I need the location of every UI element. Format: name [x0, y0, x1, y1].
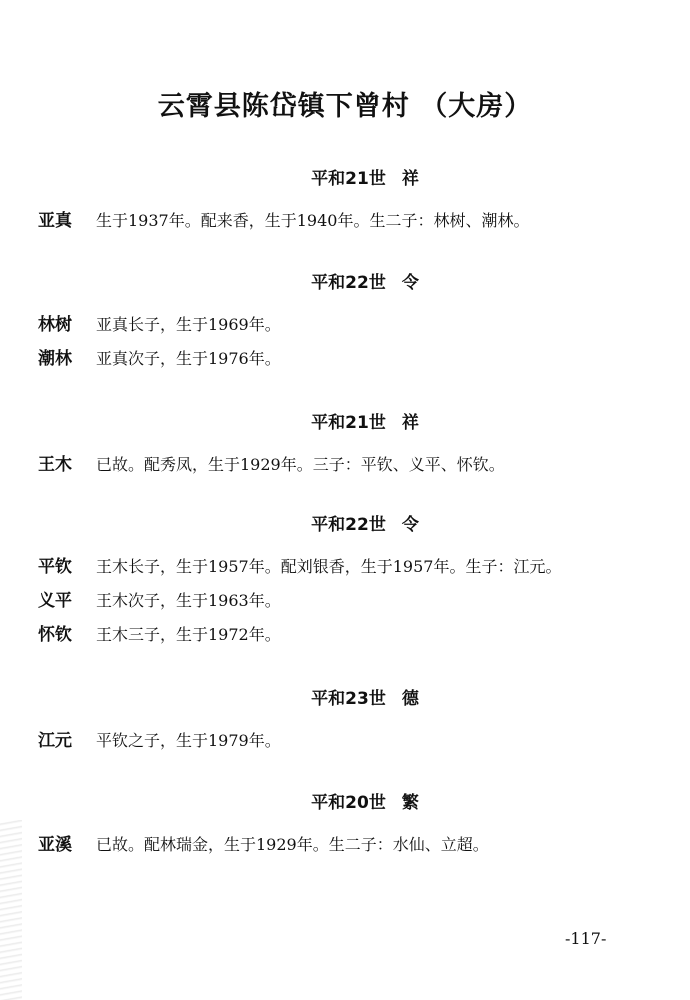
- person-description: 亚真长子，生于1969年。: [96, 315, 281, 334]
- person-name: 亚真: [38, 211, 72, 231]
- generation-section: [0, 270, 690, 376]
- generation-heading: [0, 410, 690, 436]
- generation-heading: [0, 512, 690, 538]
- person-name: 潮林: [38, 349, 72, 369]
- genealogy-entry: [0, 448, 690, 482]
- person-name: 亚溪: [38, 835, 72, 855]
- generation-section: [0, 410, 690, 482]
- person-description: 已故。配林瑞金，生于1929年。生二子：水仙、立超。: [96, 835, 489, 854]
- person-description: 王木长子，生于1957年。配刘银香，生于1957年。生子：江元。: [96, 557, 562, 576]
- person-name: 王木: [38, 455, 72, 475]
- person-description: 王木三子，生于1972年。: [96, 625, 281, 644]
- generation-heading: [0, 270, 690, 296]
- person-description: 已故。配秀凤，生于1929年。三子：平钦、义平、怀钦。: [96, 455, 505, 474]
- generation-heading: [0, 790, 690, 816]
- person-name: 义平: [38, 591, 72, 611]
- generation-character: 德: [401, 689, 419, 709]
- generation-heading: [0, 686, 690, 712]
- genealogy-entry: [0, 584, 690, 618]
- genealogy-entry: [0, 550, 690, 584]
- generation-label: 平和23世: [311, 689, 386, 709]
- generation-heading: [0, 166, 690, 192]
- genealogy-entry: [0, 618, 690, 652]
- generation-section: [0, 790, 690, 862]
- generation-character: 祥: [401, 169, 419, 189]
- genealogy-entry: [0, 342, 690, 376]
- person-description: 王木次子，生于1963年。: [96, 591, 281, 610]
- genealogy-entry: [0, 724, 690, 758]
- generation-character: 令: [401, 273, 419, 293]
- person-description: 生于1937年。配来香，生于1940年。生二子：林树、潮林。: [96, 211, 530, 230]
- page-title: 云霄县陈岱镇下曾村 （大房）: [157, 91, 533, 122]
- generation-label: 平和20世: [311, 793, 386, 813]
- genealogy-entry: [0, 828, 690, 862]
- person-name: 怀钦: [38, 625, 72, 645]
- generation-label: 平和21世: [311, 169, 386, 189]
- genealogy-entry: [0, 308, 690, 342]
- generation-section: [0, 512, 690, 652]
- generation-section: [0, 686, 690, 758]
- page-number: -117-: [565, 929, 607, 948]
- generation-label: 平和22世: [311, 515, 386, 535]
- genealogy-entry: [0, 204, 690, 238]
- generation-label: 平和22世: [311, 273, 386, 293]
- person-name: 平钦: [38, 557, 72, 577]
- person-name: 林树: [38, 315, 72, 335]
- generation-label: 平和21世: [311, 413, 386, 433]
- person-description: 平钦之子，生于1979年。: [96, 731, 281, 750]
- generation-character: 令: [401, 515, 419, 535]
- person-description: 亚真次子，生于1976年。: [96, 349, 281, 368]
- person-name: 江元: [38, 731, 72, 751]
- generation-character: 祥: [401, 413, 419, 433]
- generation-character: 繁: [401, 793, 419, 813]
- generation-section: [0, 166, 690, 238]
